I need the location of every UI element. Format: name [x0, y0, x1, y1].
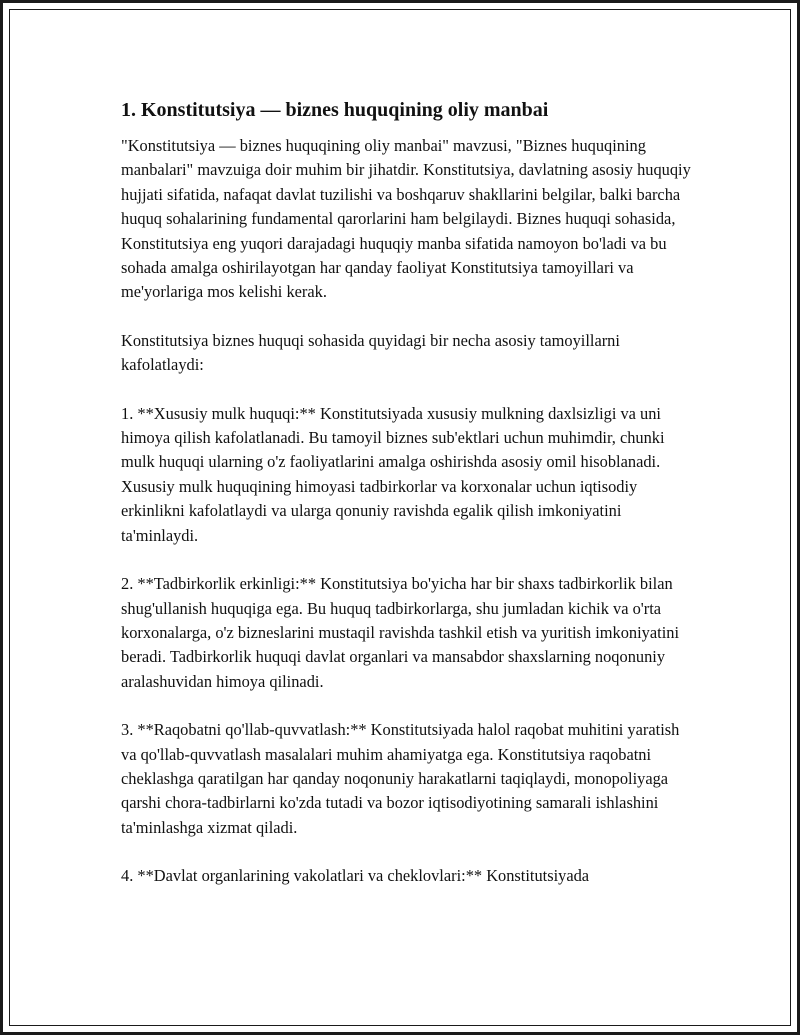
paragraph-intro: "Konstitutsiya — biznes huquqining oliy manbai" mavzusi, "Biznes huquqining manbalari" mavzuiga doir muhim bir jihatdir. Konstitutsiya, davlatning asosiy huquqiy hujjati sifatida, nafaqat davlat tuzilishi va boshqaruv shakllarini belgilar, balki barcha huquq sohalarining fundamental qarorlarini ham belgilaydi. Biznes huquqi sohasida, Konstitutsiya eng yuqori darajadagi huquqiy manba sifatida namoyon bo'ladi va bu sohada amalga oshirilayotgan har qanday faoliyat Konstitutsiya tamoyillari va me'yorlariga mos kelishi kerak.: [121, 136, 691, 302]
paragraph-private-property: 1. **Xususiy mulk huquqi:** Konstitutsiyada xususiy mulkning daxlsizligi va uni himoya qilish kafolatlanadi. Bu tamoyil biznes sub'ektlari uchun muhimdir, chunki mulk huquqi ularning o'z faoliyatlarini amalga oshirishda asosiy omil hisoblanadi. Xususiy mulk huquqining himoyasi tadbirkorlar va korxonalar uchun iqtisodiy erkinlikni kafolatlaydi va ularga qonuniy ravishda egalik qilish imkoniyatini ta'minlaydi.: [121, 403, 665, 545]
paragraph-principles-lead: Konstitutsiya biznes huquqi sohasida quyidagi bir necha asosiy tamoyillarni kafolatlaydi:: [121, 330, 620, 375]
document-title: 1. Konstitutsiya — biznes huquqining oliy manbai: [121, 99, 549, 121]
paragraph-competition: 3. **Raqobatni qo'llab-quvvatlash:** Konstitutsiyada halol raqobat muhitini yaratish va qo'llab-quvvatlash masalalari muhim ahamiyatga ega. Konstitutsiya raqobatni cheklashga qaratilgan har qanday noqonuniy harakatlarni taqiqlaydi, monopoliyaga qarshi chora-tadbirlarni ko'zda tutadi va bozor iqtisodiyotining samarali ishlashini ta'minlashga xizmat qiladi.: [121, 720, 680, 837]
document-body: [121, 96, 693, 889]
paragraph-entrepreneurship: 2. **Tadbirkorlik erkinligi:** Konstitutsiya bo'yicha har bir shaxs tadbirkorlik bilan shug'ullanish huquqiga ega. Bu huquq tadbirkorlarga, shu jumladan kichik va o'rta korxonalarga, o'z bizneslarini mustaqil ravishda tashkil etish va yuritish imkoniyatini beradi. Tadbirkorlik huquqi davlat organlari va mansabdor shaxslarning noqonuniy aralashuvidan himoya qilinadi.: [121, 574, 680, 691]
paragraph-state-authorities: 4. **Davlat organlarining vakolatlari va cheklovlari:** Konstitutsiyada: [121, 866, 590, 886]
